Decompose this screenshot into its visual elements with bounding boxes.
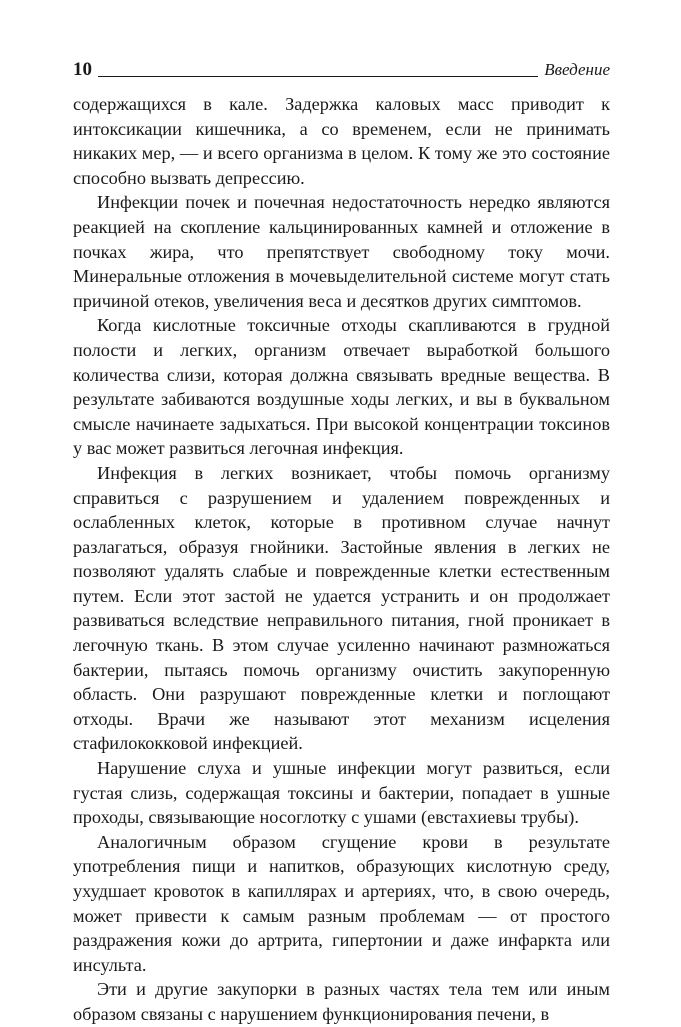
body-text (73, 92, 610, 1027)
paragraph-continued: содержащихся в кале. Задержка каловых масс приводит к интоксикации кишечника, а со временем, если не принимать никаких мер, — и всего организма в целом. К тому же это состояние способно вызвать депрессию. (73, 94, 610, 188)
paragraph: Эти и другие закупорки в разных частях тела тем или иным образом связаны с нарушением функционирования печени, в (73, 979, 610, 1024)
paragraph: Инфекции почек и почечная недостаточность нередко являются реакцией на скопление кальцинированных камней и отложение в почках жира, что препятствует свободному току мочи. Минеральные отложения в мочевыделительной системе могут стать причиной отеков, увеличения веса и десятков других симптомов. (73, 192, 610, 311)
paragraph: Нарушение слуха и ушные инфекции могут развиться, если густая слизь, содержащая токсины и бактерии, попадает в ушные проходы, связывающие носоглотку с ушами (евстахиевы трубы). (73, 758, 610, 828)
section-title: Введение (544, 60, 610, 79)
paragraph: Инфекция в легких возникает, чтобы помочь организму справиться с разрушением и удалением поврежденных и ослабленных клеток, которые в противном случае начнут разлагаться, образуя гнойники. Застойные явления в легких не позволяют удалять слабые и поврежденные клетки естественным путем. Если этот застой не удается устранить и он продолжает развиваться вследствие неправильного питания, гной проникает в легочную ткань. В этом случае усиленно начинают размножаться бактерии, пытаясь помочь организму очистить закупоренную область. Они разрушают поврежденные клетки и поглощают отходы. Врачи же называют этот механизм исцеления стафилококковой инфекцией. (73, 462, 610, 754)
book-page (73, 58, 610, 1027)
paragraph: Аналогичным образом сгущение крови в результате употребления пищи и напитков, образующих кислотную среду, ухудшает кровоток в капиллярах и артериях, что, в свою очередь, может привести к самым разным проблемам — от простого раздражения кожи до артрита, гипертонии и даже инфаркта или инсульта. (73, 831, 610, 975)
paragraph: Когда кислотные токсичные отходы скапливаются в грудной полости и легких, организм отвечает выработкой большого количества слизи, которая должна связывать вредные вещества. В результате забиваются воздушные ходы легких, и вы в буквальном смысле начинаете задыхаться. При высокой концентрации токсинов у вас может развиться легочная инфекция. (73, 315, 610, 459)
running-header (73, 58, 610, 80)
header-rule (98, 76, 538, 77)
page-number: 10 (73, 59, 92, 80)
